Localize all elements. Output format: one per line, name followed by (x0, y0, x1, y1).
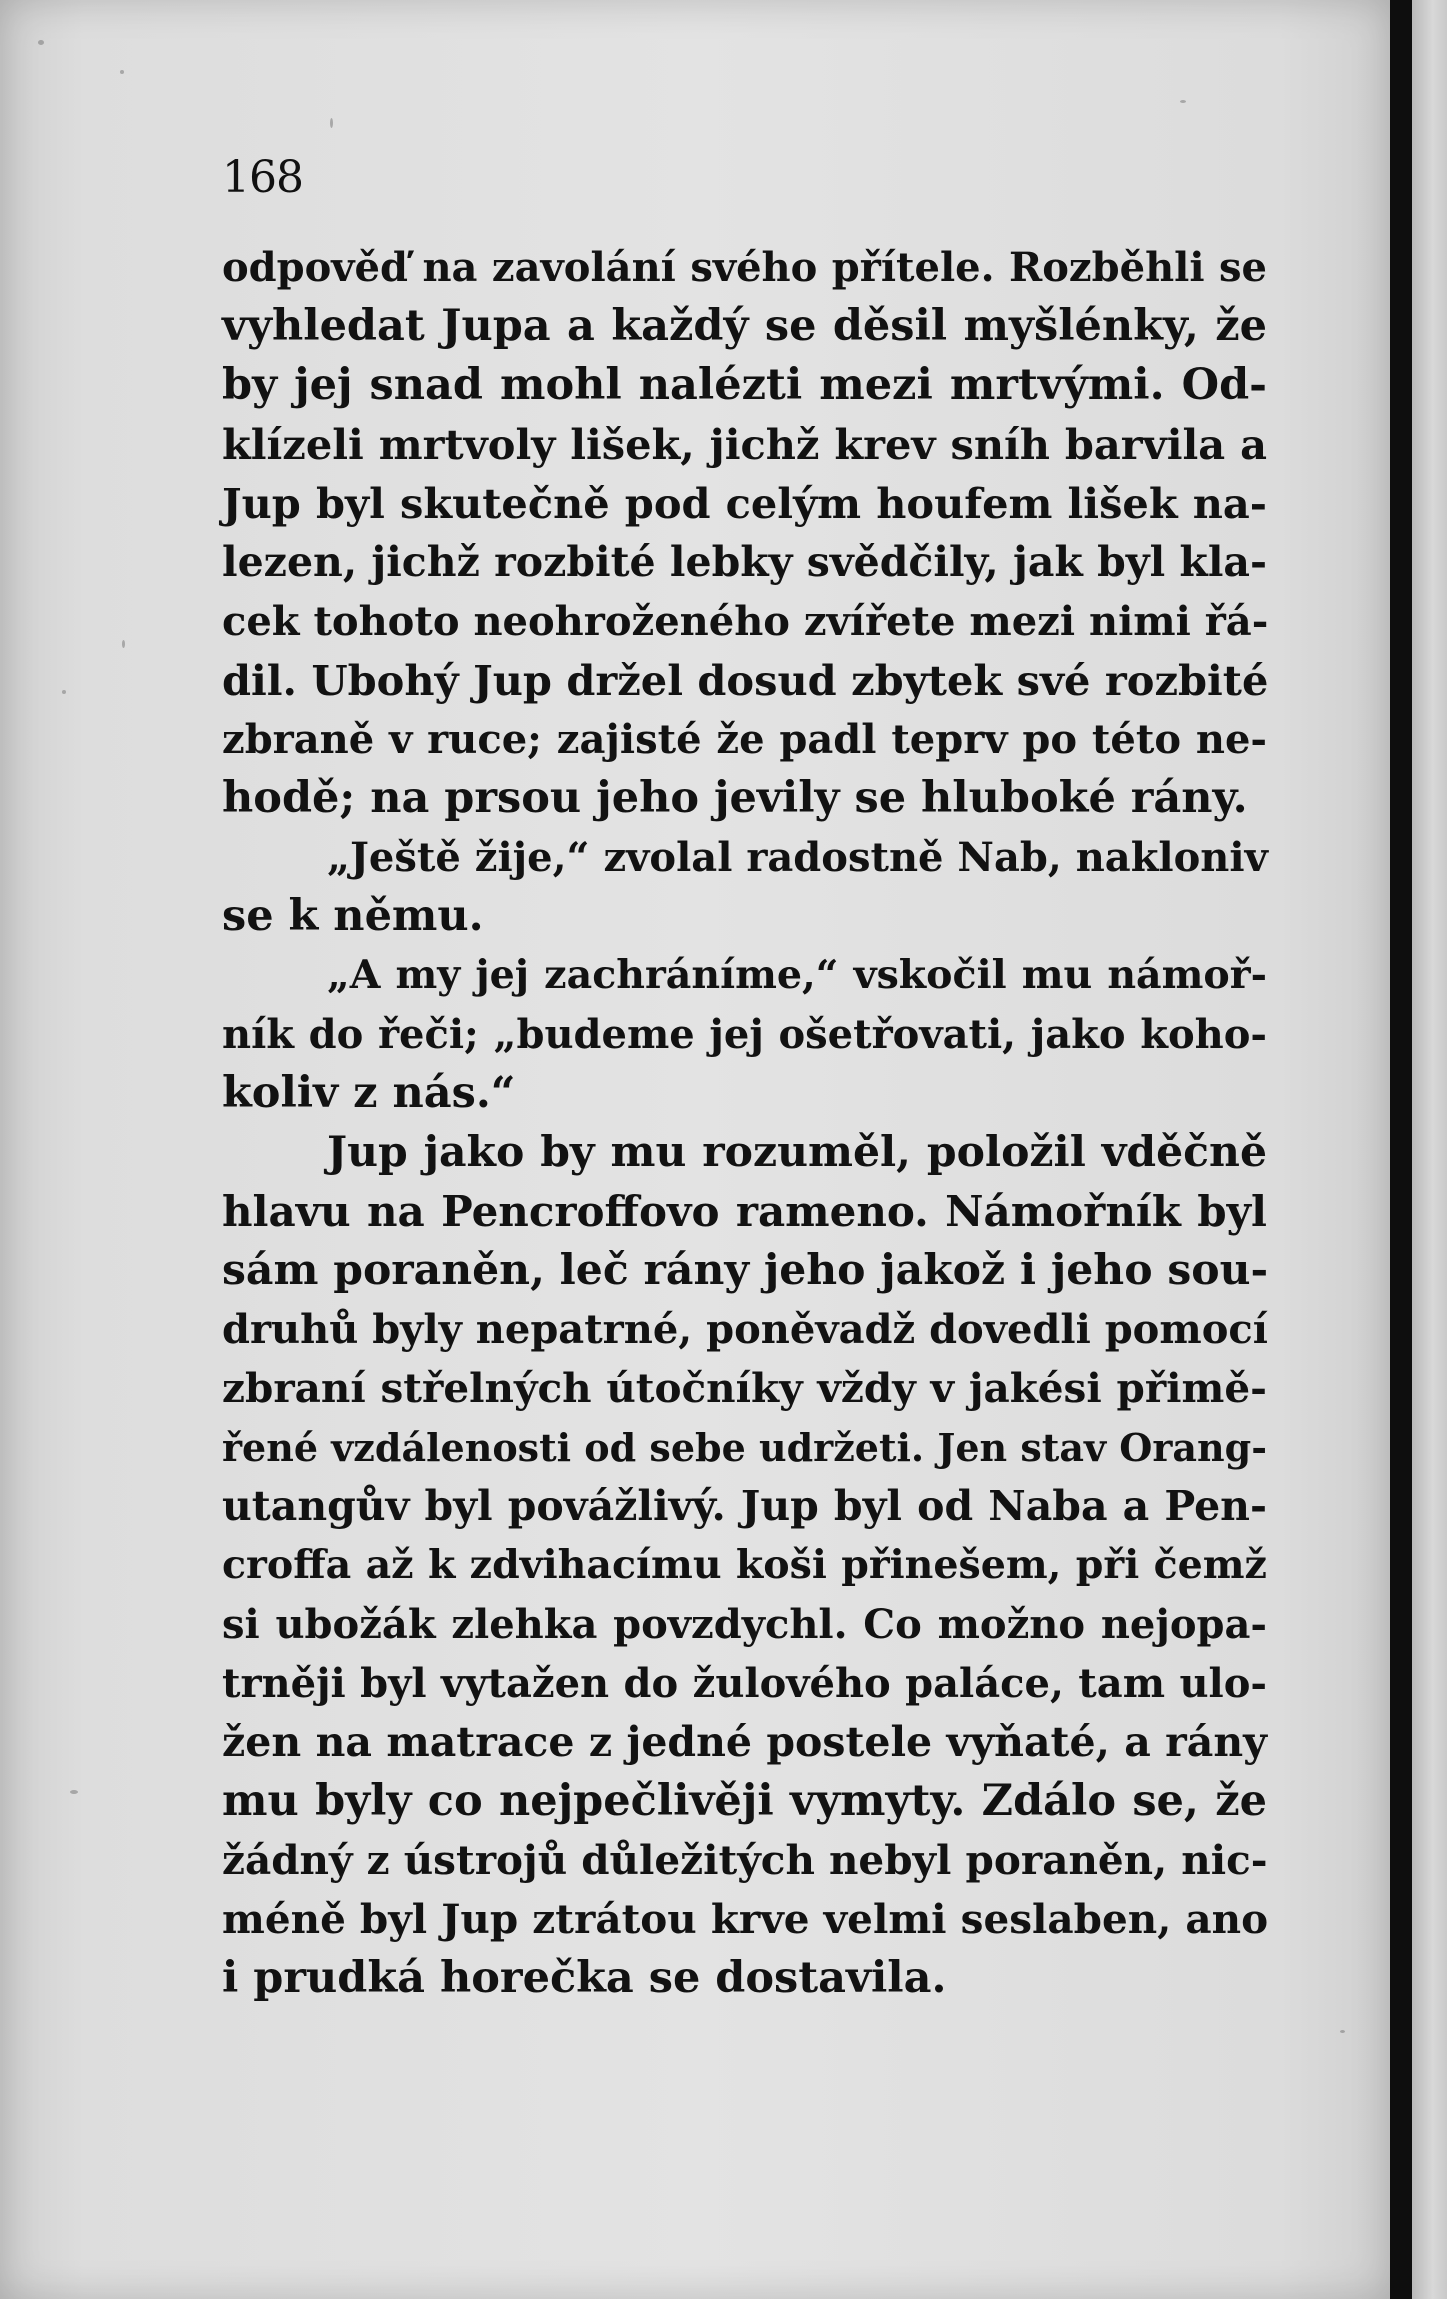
book-gutter (1390, 0, 1412, 2299)
text-line: zbraní střelných útočníky vždy v jakési přimě- (222, 1364, 1267, 1412)
text-line: lezen, jichž rozbité lebky svědčily, jak byl kla- (222, 538, 1267, 586)
paper-speck (120, 70, 124, 74)
text-line: hlavu na Pencroffovo rameno. Námořník byl (222, 1187, 1267, 1236)
paper-speck (1340, 2030, 1345, 2033)
text-line: žádný z ústrojů důležitých nebyl poraněn, nic- (222, 1836, 1268, 1884)
next-page-edge (1412, 0, 1447, 2299)
text-line: ník do řeči; „budeme jej ošetřovati, jako koho- (222, 1011, 1267, 1058)
body-text (222, 238, 1267, 2008)
text-line: žen na matrace z jedné postele vyňaté, a rány (222, 1718, 1267, 1766)
text-line: se k němu. (222, 891, 484, 941)
text-line: cek tohoto neohroženého zvířete mezi nimi řá- (222, 598, 1269, 645)
text-line: druhů byly nepatrné, poněvadž dovedli pomocí (222, 1306, 1268, 1353)
text-line: koliv z nás.“ (222, 1068, 516, 1118)
text-line: i prudká horečka se dostavila. (222, 1953, 947, 2003)
text-line: „Ještě žije,“ zvolal radostně Nab, nakloniv (327, 834, 1268, 881)
text-line: utangův byl povážlivý. Jup byl od Naba a Pen- (222, 1482, 1267, 1530)
paper-speck (330, 118, 333, 128)
text-line: klízeli mrtvoly lišek, jichž krev sníh barvila a (222, 420, 1267, 469)
text-line: dil. Ubohý Jup držel dosud zbytek své rozbité (222, 656, 1269, 705)
text-line: „A my jej zachráníme,“ vskočil mu námoř- (327, 952, 1267, 998)
paper-speck (62, 690, 66, 694)
text-line: Jup jako by mu rozuměl, položil vděčně (327, 1127, 1267, 1177)
text-line: odpověď na zavolání svého přítele. Rozběhli se (222, 244, 1267, 291)
text-line: Jup byl skutečně pod celým houfem lišek na- (222, 479, 1267, 528)
paper-speck (1180, 100, 1186, 103)
text-line: trněji byl vytažen do žulového paláce, tam ulo- (222, 1660, 1267, 1707)
text-line: vyhledat Jupa a každý se děsil myšlénky, že (222, 301, 1267, 351)
text-line: zbraně v ruce; zajisté že padl teprv po této ne- (222, 716, 1267, 763)
paper-speck (122, 640, 125, 648)
paper-speck (70, 1790, 78, 1794)
page-number: 168 (222, 152, 303, 203)
text-line: sám poraněn, leč rány jeho jakož i jeho sou- (222, 1245, 1269, 1295)
text-line: méně byl Jup ztrátou krve velmi seslaben, ano (222, 1895, 1269, 1943)
text-line: croffa až k zdvihacímu koši přinešem, při čemž (222, 1542, 1267, 1588)
text-line: si ubožák zlehka povzdychl. Co možno nejopa- (222, 1601, 1267, 1648)
text-line: řené vzdálenosti od sebe udržeti. Jen stav Orang- (222, 1425, 1267, 1470)
text-line: mu byly co nejpečlivěji vymyty. Zdálo se, že (222, 1776, 1267, 1826)
paper-speck (38, 40, 44, 45)
text-line: by jej snad mohl nalézti mezi mrtvými. Od- (222, 360, 1267, 410)
text-line: hodě; na prsou jeho jevily se hluboké rány. (222, 773, 1248, 823)
